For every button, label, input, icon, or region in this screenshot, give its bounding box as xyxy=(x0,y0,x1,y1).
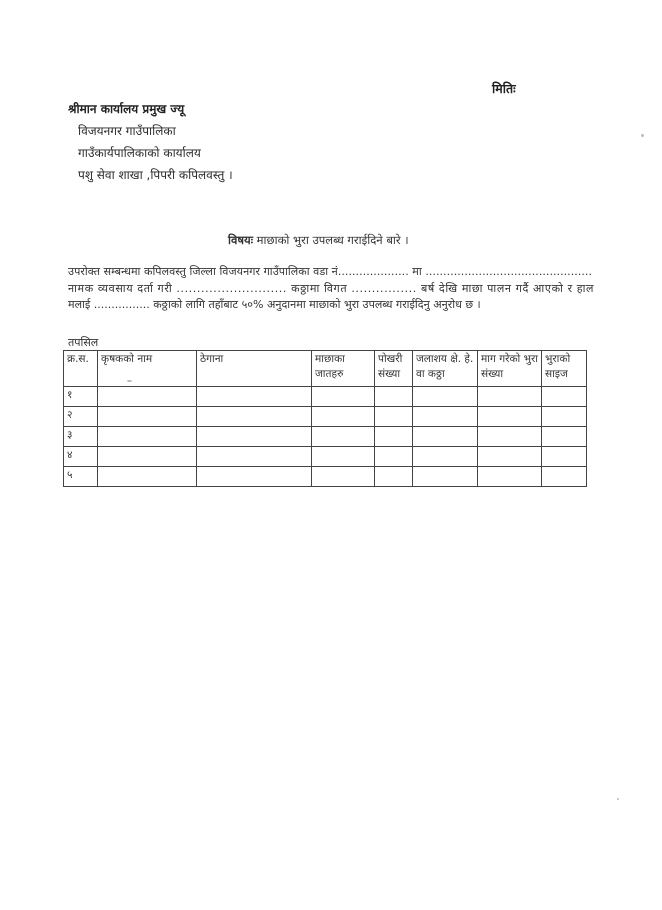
cell-address[interactable] xyxy=(197,467,312,487)
cell-farmer-name[interactable] xyxy=(98,447,197,467)
cell-farmer-name[interactable] xyxy=(98,387,197,407)
header-pond-count: पोखरी संख्या xyxy=(375,351,413,387)
recipient-address xyxy=(68,98,233,186)
table-row xyxy=(64,447,587,467)
address-line-office: गाउँकार्यपालिकाको कार्यालय xyxy=(78,146,201,160)
cell-fry-size[interactable] xyxy=(542,447,587,467)
cell-fry-size[interactable] xyxy=(542,427,587,447)
body-line-1: उपरोक्त सम्बन्धमा कपिलवस्तु जिल्ला विजयनगर गाउँपालिका वडा नं.................... मा ............................................... xyxy=(68,265,593,278)
header-fry-requested: माग गरेको भुरा संख्या xyxy=(478,351,542,387)
table-header-row xyxy=(64,351,587,387)
cell-water-area[interactable] xyxy=(413,407,478,427)
table-row xyxy=(64,427,587,447)
row-serial: २ xyxy=(64,407,98,427)
cell-fish-species[interactable] xyxy=(312,427,375,447)
header-serial: क्र.स. xyxy=(64,351,98,387)
cell-pond-count[interactable] xyxy=(375,407,413,427)
table-row xyxy=(64,387,587,407)
address-line-section: पशु सेवा शाखा ,पिपरी कपिलवस्तु । xyxy=(78,168,233,182)
address-line-recipient: श्रीमान कार्यालय प्रमुख ज्यू xyxy=(68,102,185,116)
date-label: मितिः xyxy=(492,81,516,96)
cell-fry-requested[interactable] xyxy=(478,447,542,467)
cell-fry-size[interactable] xyxy=(542,407,587,427)
table-row xyxy=(64,407,587,427)
cell-address[interactable] xyxy=(197,387,312,407)
cell-water-area[interactable] xyxy=(413,427,478,447)
cell-fish-species[interactable] xyxy=(312,447,375,467)
cell-water-area[interactable] xyxy=(413,467,478,487)
body-line-3: मलाई ................ कठ्ठाको लागि तहाँबाट ५०% अनुदानमा माछाको भुरा उपलब्ध गराईदिनु अनुरोध छ । xyxy=(68,298,481,311)
cell-farmer-name[interactable] xyxy=(98,407,197,427)
application-body xyxy=(68,264,595,314)
details-label: तपसिल xyxy=(68,336,99,349)
cell-fry-size[interactable] xyxy=(542,467,587,487)
cell-pond-count[interactable] xyxy=(375,467,413,487)
details-table xyxy=(63,350,587,487)
subject-text: माछाको भुरा उपलब्ध गराईदिने बारे । xyxy=(256,233,409,247)
row-serial: ५ xyxy=(64,467,98,487)
header-water-area: जलाशय क्षे. हे. वा कठ्ठा xyxy=(413,351,478,387)
cell-fish-species[interactable] xyxy=(312,407,375,427)
cell-fry-size[interactable] xyxy=(542,387,587,407)
cell-address[interactable] xyxy=(197,407,312,427)
cell-fry-requested[interactable] xyxy=(478,387,542,407)
cell-farmer-name[interactable] xyxy=(98,467,197,487)
cell-pond-count[interactable] xyxy=(375,387,413,407)
cell-fry-requested[interactable] xyxy=(478,407,542,427)
body-line-2: नामक व्यवसाय दर्ता गरी ........................... कठ्ठामा विगत ................ बर्ष देखि माछा पालन गर्दै आएको र हाल xyxy=(68,281,595,295)
header-fish-species: माछाका जातहरु xyxy=(312,351,375,387)
row-serial: ४ xyxy=(64,447,98,467)
address-line-municipality: विजयनगर गाउँपालिका xyxy=(78,124,176,138)
scan-speck xyxy=(127,380,132,382)
cell-fry-requested[interactable] xyxy=(478,467,542,487)
subject-line xyxy=(228,233,409,248)
row-serial: १ xyxy=(64,387,98,407)
cell-address[interactable] xyxy=(197,427,312,447)
cell-water-area[interactable] xyxy=(413,387,478,407)
cell-fry-requested[interactable] xyxy=(478,427,542,447)
cell-address[interactable] xyxy=(197,447,312,467)
row-serial: ३ xyxy=(64,427,98,447)
cell-pond-count[interactable] xyxy=(375,447,413,467)
header-fry-size: भुराको साइज xyxy=(542,351,587,387)
scan-speck xyxy=(641,134,644,137)
subject-label: विषयः xyxy=(228,233,254,247)
cell-fish-species[interactable] xyxy=(312,467,375,487)
cell-fish-species[interactable] xyxy=(312,387,375,407)
cell-water-area[interactable] xyxy=(413,447,478,467)
cell-farmer-name[interactable] xyxy=(98,427,197,447)
scan-speck xyxy=(617,798,619,800)
table-row xyxy=(64,467,587,487)
cell-pond-count[interactable] xyxy=(375,427,413,447)
header-address: ठेगाना xyxy=(197,351,312,387)
header-farmer-name: कृषकको नाम xyxy=(98,351,197,387)
